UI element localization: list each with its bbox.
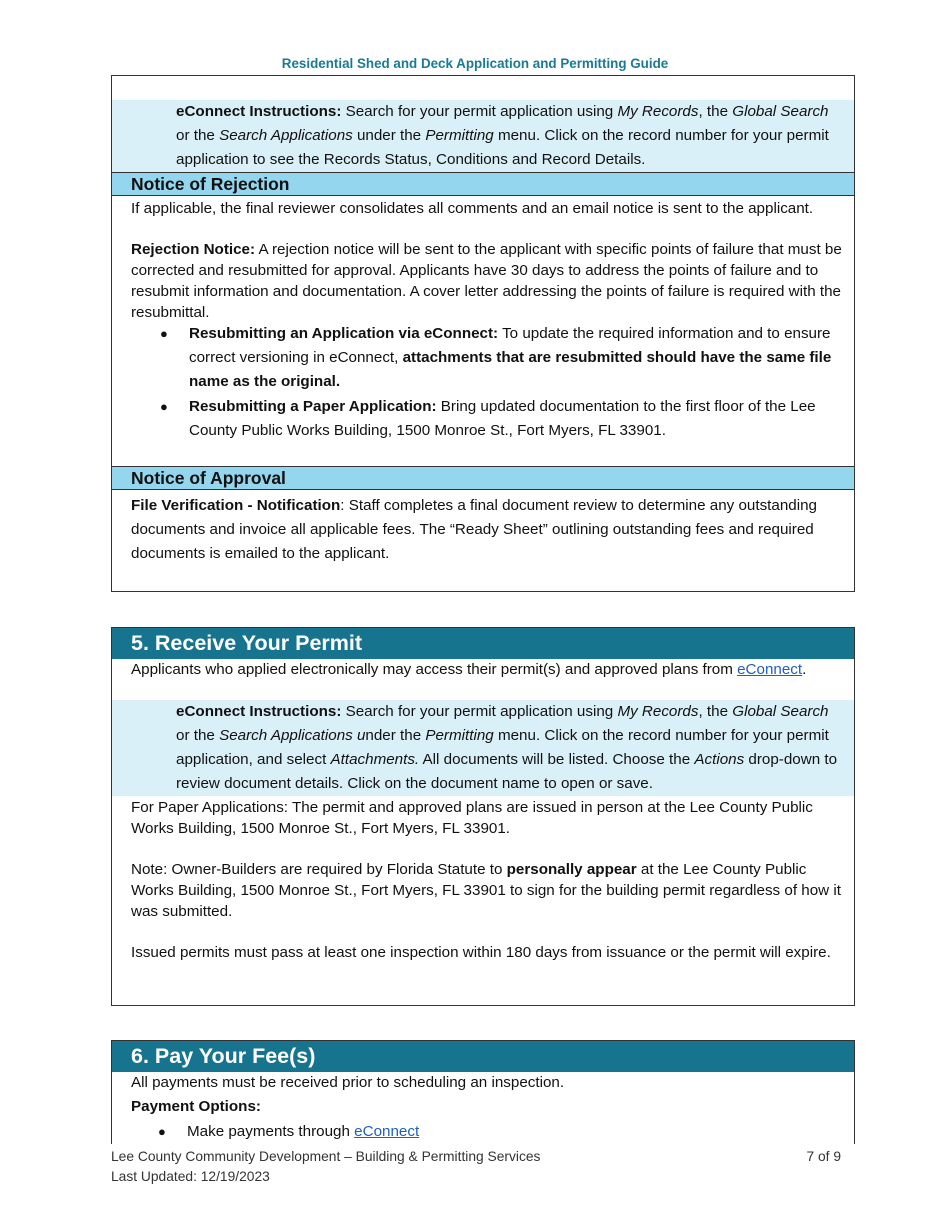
bullet-resubmit-econnect: ● Resubmitting an Application via eConnect: To update the required information and to ensure correct versioning in eConnect, attachments that are resubmitted should have the same file name as the original.	[189, 322, 834, 394]
econnect-instructions-block-2: eConnect Instructions: Search for your permit application using My Records, the Global Search or the Search Applications under the Permitting menu. Click on the record number for your permit application, and select Attachments. All documents will be listed. Choose the Actions drop-down to review document details. Click on the document name to open or save.	[112, 700, 854, 796]
document-header-title: Residential Shed and Deck Application and Permitting Guide	[281, 56, 669, 71]
page-footer	[111, 1147, 841, 1187]
payments-intro: All payments must be received prior to scheduling an inspection.	[131, 1074, 565, 1091]
econnect-link[interactable]: eConnect	[737, 661, 803, 678]
bullet-dot-icon: ●	[160, 399, 168, 414]
econnect-payment-link[interactable]: eConnect	[354, 1123, 420, 1140]
instructions-label: eConnect Instructions:	[176, 703, 342, 720]
section-5-heading: 5. Receive Your Permit	[112, 628, 854, 659]
footer-organization: Lee County Community Development – Building & Permitting Services	[111, 1149, 541, 1164]
notice-of-approval-heading: Notice of Approval	[112, 466, 854, 490]
page-number: 7 of 9	[806, 1149, 841, 1164]
review-results-box	[111, 75, 855, 592]
bullet-resubmit-paper: ● Resubmitting a Paper Application: Bring updated documentation to the first floor of the Lee County Public Works Building, 1500 Monroe St., Fort Myers, FL 33901.	[189, 395, 834, 443]
rejection-notice-label: Rejection Notice:	[131, 241, 256, 258]
receive-permit-intro: Applicants who applied electronically may access their permit(s) and approved plans from eConnect.	[131, 661, 807, 678]
paper-applications-paragraph: For Paper Applications: The permit and approved plans are issued in person at the Lee County Public Works Building, 1500 Monroe St., Fort Myers, FL 33901.	[131, 799, 813, 837]
bullet-pay-econnect: ● Make payments through eConnect	[187, 1120, 834, 1144]
rejection-intro: If applicable, the final reviewer consolidates all comments and an email notice is sent to the applicant.	[131, 200, 814, 217]
section-6-box	[111, 1040, 855, 1144]
permit-expiration-note: Issued permits must pass at least one inspection within 180 days from issuance or the permit will expire.	[131, 944, 831, 961]
footer-last-updated: Last Updated: 12/19/2023	[111, 1169, 270, 1184]
owner-builder-note: Note: Owner-Builders are required by Florida Statute to personally appear at the Lee County Public Works Building, 1500 Monroe St., Fort Myers, FL 33901 to sign for the building permit regardless of how it was submitted.	[131, 861, 841, 920]
payment-options-label: Payment Options:	[131, 1098, 261, 1115]
notice-of-rejection-heading: Notice of Rejection	[112, 172, 854, 196]
file-verification-paragraph: File Verification - Notification: Staff completes a final document review to determine any outstanding documents and invoice all applicable fees. The “Ready Sheet” outlining outstanding fees and required documents is emailed to the applicant.	[131, 497, 817, 562]
rejection-notice-paragraph: Rejection Notice: A rejection notice will be sent to the applicant with specific points of failure that must be corrected and resubmitted for approval. Applicants have 30 days to address the points of failure and to resubmit information and documentation. A cover letter addressing the points of failure is required with the resubmittal.	[131, 241, 842, 321]
section-5-box	[111, 627, 855, 1006]
econnect-instructions-block: eConnect Instructions: Search for your permit application using My Records, the Global Search or the Search Applications under the Permitting menu. Click on the record number for your permit application to see the Records Status, Conditions and Record Details.	[112, 100, 854, 172]
bullet-dot-icon: ●	[158, 1124, 166, 1139]
bullet-dot-icon: ●	[160, 326, 168, 341]
file-verification-label: File Verification - Notification	[131, 497, 341, 514]
instructions-label: eConnect Instructions:	[176, 103, 342, 120]
section-6-heading: 6. Pay Your Fee(s)	[112, 1041, 854, 1072]
